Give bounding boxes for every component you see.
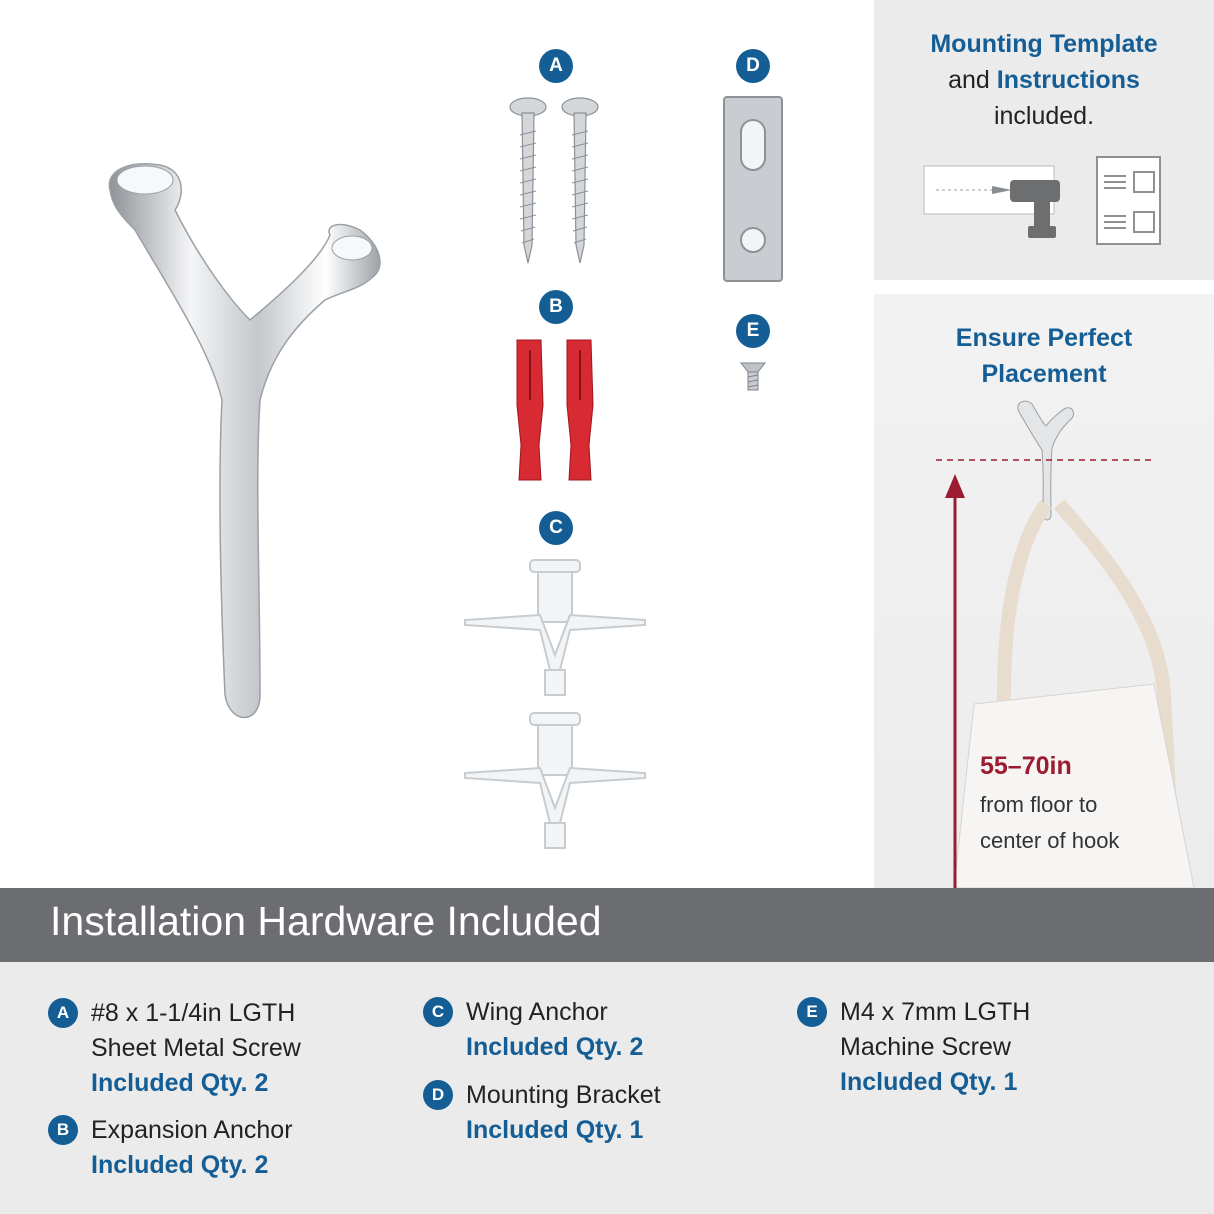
placement-desc-line-2: center of hook — [980, 828, 1120, 853]
item-d-qty: Included Qty. 1 — [466, 1116, 644, 1144]
template-and-text: and — [948, 66, 990, 94]
item-a-qty: Included Qty. 2 — [91, 1069, 269, 1097]
wing-anchors-image — [460, 555, 650, 855]
footer-title: Installation Hardware Included — [50, 898, 602, 944]
template-line-1 — [874, 30, 1214, 59]
mounting-template-panel — [874, 0, 1214, 280]
instructions-bold-text: Instructions — [996, 66, 1140, 94]
item-e-line2: Machine Screw — [840, 1033, 1011, 1061]
placement-desc-line-1: from floor to — [980, 792, 1098, 817]
item-c-qty: Included Qty. 2 — [466, 1033, 644, 1061]
list-badge-b: B — [48, 1115, 78, 1145]
drill-template-icon — [922, 160, 1072, 242]
label-e-badge: E — [736, 314, 770, 348]
list-badge-e: E — [797, 997, 827, 1027]
hook-product-image — [90, 150, 410, 740]
label-c-badge: C — [539, 511, 573, 545]
placement-title-line-1: Ensure Perfect — [955, 324, 1133, 352]
list-badge-c: C — [423, 997, 453, 1027]
label-d-badge: D — [736, 49, 770, 83]
item-c-line1: Wing Anchor — [466, 998, 608, 1026]
template-line-2 — [874, 66, 1214, 95]
item-e-line1: M4 x 7mm LGTH — [840, 998, 1031, 1026]
item-e-qty: Included Qty. 1 — [840, 1068, 1018, 1096]
placement-panel — [874, 294, 1214, 888]
placement-title-line-2: Placement — [981, 360, 1107, 388]
machine-screw-image — [738, 360, 768, 394]
item-a-line1: #8 x 1-1/4in LGTH — [91, 999, 296, 1027]
item-a-line2: Sheet Metal Screw — [91, 1034, 301, 1062]
list-badge-d: D — [423, 1080, 453, 1110]
hardware-list — [0, 962, 1214, 1214]
item-d-line1: Mounting Bracket — [466, 1081, 661, 1109]
placement-height-line — [934, 444, 1174, 888]
template-bold-text: Mounting Template — [930, 30, 1158, 58]
placement-height-range: 55–70in — [980, 752, 1072, 780]
expansion-anchors-image — [505, 335, 605, 485]
template-line-3: included. — [993, 102, 1095, 130]
instructions-document-icon — [1096, 156, 1162, 246]
list-badge-a: A — [48, 998, 78, 1028]
installation-hardware-header — [0, 888, 1214, 962]
label-b-badge: B — [539, 290, 573, 324]
sheet-metal-screws-image — [500, 95, 610, 265]
mounting-bracket-image — [722, 95, 786, 285]
label-a-badge: A — [539, 49, 573, 83]
item-b-qty: Included Qty. 2 — [91, 1151, 269, 1179]
item-b-line1: Expansion Anchor — [91, 1116, 293, 1144]
